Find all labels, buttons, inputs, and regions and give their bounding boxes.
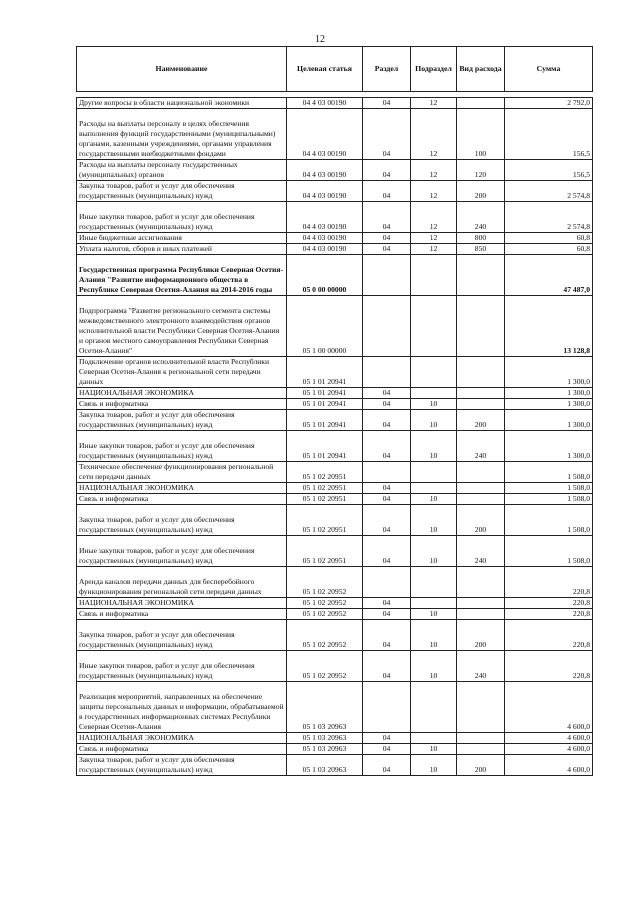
- row-subsection: 10: [411, 609, 457, 620]
- row-section: 04: [363, 609, 411, 620]
- row-subsection: 10: [411, 651, 457, 682]
- row-name: Расходы на выплаты персоналу в целях обеспечения выполнения функций государственными (муниципальными) органами, казенными учреждениями, органами управления государственными внебюджетными фондами: [77, 109, 287, 160]
- row-subsection: 12: [411, 202, 457, 233]
- row-kind: [457, 598, 505, 609]
- row-kind: 200: [457, 620, 505, 651]
- row-target: 05 1 03 20963: [287, 744, 363, 755]
- row-sum: 220,8: [505, 651, 593, 682]
- table-row: [77, 202, 593, 233]
- row-name: Связь и информатика: [77, 744, 287, 755]
- row-section: 04: [363, 536, 411, 567]
- row-sum: 1 508,0: [505, 462, 593, 483]
- row-name: Закупка товаров, работ и услуг для обеспечения государственных (муниципальных) нужд: [77, 755, 287, 776]
- row-section: 04: [363, 410, 411, 431]
- row-kind: [457, 744, 505, 755]
- row-sum: 2 574,8: [505, 181, 593, 202]
- row-name: Аренда каналов передачи данных для бесперебойного функционирования региональной сети передачи данных: [77, 567, 287, 598]
- row-sum: 156,5: [505, 160, 593, 181]
- row-subsection: 12: [411, 160, 457, 181]
- row-name: Иные закупки товаров, работ и услуг для обеспечения государственных (муниципальных) нужд: [77, 536, 287, 567]
- row-sum: 47 487,0: [505, 255, 593, 296]
- row-target: 05 1 02 20952: [287, 609, 363, 620]
- row-section: 04: [363, 431, 411, 462]
- header-sum: Сумма: [505, 47, 593, 92]
- row-target: 04 4 03 00190: [287, 181, 363, 202]
- row-sum: 1 508,0: [505, 536, 593, 567]
- row-target: 05 1 02 20951: [287, 462, 363, 483]
- row-kind: [457, 462, 505, 483]
- row-target: 05 1 02 20951: [287, 505, 363, 536]
- row-kind: 200: [457, 181, 505, 202]
- row-sum: 220,8: [505, 609, 593, 620]
- row-section: 04: [363, 181, 411, 202]
- row-section: 04: [363, 233, 411, 244]
- row-target: 05 1 02 20951: [287, 483, 363, 494]
- row-subsection: 10: [411, 744, 457, 755]
- row-name: Подпрограмма "Развитие регионального сегмента системы межведомственного электронного взаимодействия органов исполнительной власти Республики Северная Осетия-Алания и органов местного самоуправления Республики Северная Осетия-Алания": [77, 296, 287, 357]
- header-kind: Вид расхода: [457, 47, 505, 92]
- row-section: 04: [363, 733, 411, 744]
- row-section: 04: [363, 505, 411, 536]
- row-kind: 120: [457, 160, 505, 181]
- row-name: Другие вопросы в области национальной экономики: [77, 98, 287, 109]
- row-name: Закупка товаров, работ и услуг для обеспечения государственных (муниципальных) нужд: [77, 505, 287, 536]
- row-sum: 2 792,0: [505, 98, 593, 109]
- row-target: 05 1 03 20963: [287, 755, 363, 776]
- row-name: Закупка товаров, работ и услуг для обеспечения государственных (муниципальных) нужд: [77, 620, 287, 651]
- row-section: 04: [363, 388, 411, 399]
- table-row: [77, 651, 593, 682]
- row-name: Реализация мероприятий, направленных на обеспечение защиты персональных данных и информации, обрабатываемой в государственных информационных системах Республики Северная Осетия-Алания: [77, 682, 287, 733]
- row-sum: 156,5: [505, 109, 593, 160]
- table-row: [77, 296, 593, 357]
- row-target: 05 0 00 00000: [287, 255, 363, 296]
- row-subsection: 12: [411, 109, 457, 160]
- row-sum: 2 574,8: [505, 202, 593, 233]
- row-sum: 220,8: [505, 598, 593, 609]
- row-sum: 1 300,0: [505, 410, 593, 431]
- row-sum: 220,8: [505, 620, 593, 651]
- header-target: Целевая статья: [287, 47, 363, 92]
- row-subsection: 10: [411, 505, 457, 536]
- row-target: 05 1 02 20951: [287, 536, 363, 567]
- row-name: НАЦИОНАЛЬНАЯ ЭКОНОМИКА: [77, 598, 287, 609]
- row-name: Закупка товаров, работ и услуг для обеспечения государственных (муниципальных) нужд: [77, 181, 287, 202]
- row-name: Связь и информатика: [77, 494, 287, 505]
- row-sum: 220,8: [505, 567, 593, 598]
- row-section: [363, 255, 411, 296]
- row-kind: 240: [457, 431, 505, 462]
- row-target: 05 1 02 20952: [287, 598, 363, 609]
- row-target: 04 4 03 00190: [287, 109, 363, 160]
- row-kind: [457, 682, 505, 733]
- row-section: 04: [363, 598, 411, 609]
- table-row: [77, 494, 593, 505]
- table-row: [77, 255, 593, 296]
- row-subsection: [411, 682, 457, 733]
- row-section: 04: [363, 202, 411, 233]
- row-section: 04: [363, 244, 411, 255]
- row-target: 05 1 01 20941: [287, 410, 363, 431]
- header-name: Наименование: [77, 47, 287, 92]
- table-row: [77, 620, 593, 651]
- table-row: [77, 462, 593, 483]
- row-kind: [457, 733, 505, 744]
- table-row: [77, 160, 593, 181]
- row-section: [363, 296, 411, 357]
- row-name: Закупка товаров, работ и услуг для обеспечения государственных (муниципальных) нужд: [77, 410, 287, 431]
- row-sum: 1 300,0: [505, 399, 593, 410]
- row-subsection: [411, 483, 457, 494]
- row-section: 04: [363, 755, 411, 776]
- header-section: Раздел: [363, 47, 411, 92]
- row-kind: [457, 483, 505, 494]
- table-row: [77, 399, 593, 410]
- table-row: [77, 744, 593, 755]
- row-subsection: [411, 296, 457, 357]
- table-row: [77, 536, 593, 567]
- row-section: [363, 357, 411, 388]
- row-section: [363, 567, 411, 598]
- row-subsection: 12: [411, 244, 457, 255]
- row-target: 05 1 02 20951: [287, 494, 363, 505]
- row-kind: 200: [457, 410, 505, 431]
- row-section: 04: [363, 98, 411, 109]
- row-kind: 240: [457, 202, 505, 233]
- row-target: 05 1 03 20963: [287, 733, 363, 744]
- row-name: Иные закупки товаров, работ и услуг для обеспечения государственных (муниципальных) нужд: [77, 431, 287, 462]
- row-sum: 1 508,0: [505, 483, 593, 494]
- row-kind: 200: [457, 505, 505, 536]
- row-subsection: 10: [411, 399, 457, 410]
- page-number: 12: [315, 34, 325, 45]
- table-row: [77, 755, 593, 776]
- row-kind: 100: [457, 109, 505, 160]
- table-header: [77, 47, 593, 98]
- table-row: [77, 410, 593, 431]
- row-sum: 60,8: [505, 244, 593, 255]
- row-kind: [457, 98, 505, 109]
- row-section: 04: [363, 483, 411, 494]
- row-section: 04: [363, 160, 411, 181]
- row-kind: [457, 494, 505, 505]
- row-target: 05 1 01 20941: [287, 357, 363, 388]
- row-name: Иные закупки товаров, работ и услуг для обеспечения государственных (муниципальных) нужд: [77, 202, 287, 233]
- row-subsection: [411, 462, 457, 483]
- row-subsection: 12: [411, 98, 457, 109]
- row-sum: 1 300,0: [505, 388, 593, 399]
- row-subsection: 10: [411, 494, 457, 505]
- row-sum: 4 600,0: [505, 755, 593, 776]
- row-target: 05 1 02 20952: [287, 620, 363, 651]
- budget-table: [76, 46, 593, 776]
- table-row: [77, 682, 593, 733]
- row-target: 04 4 03 00190: [287, 202, 363, 233]
- row-kind: [457, 399, 505, 410]
- row-target: 04 4 03 00190: [287, 98, 363, 109]
- row-subsection: 10: [411, 431, 457, 462]
- row-subsection: 10: [411, 410, 457, 431]
- row-name: НАЦИОНАЛЬНАЯ ЭКОНОМИКА: [77, 733, 287, 744]
- row-subsection: [411, 255, 457, 296]
- row-sum: 4 600,0: [505, 682, 593, 733]
- row-subsection: [411, 733, 457, 744]
- row-target: 04 4 03 00190: [287, 244, 363, 255]
- row-name: Государственная программа Республики Северная Осетия-Алания "Развитие информационного общества в Республике Северная Осетия-Алания на 2014-2016 годы: [77, 255, 287, 296]
- row-target: 05 1 03 20963: [287, 682, 363, 733]
- row-section: 04: [363, 494, 411, 505]
- row-kind: [457, 567, 505, 598]
- row-section: 04: [363, 744, 411, 755]
- table-row: [77, 483, 593, 494]
- row-sum: 4 600,0: [505, 744, 593, 755]
- row-target: 05 1 01 20941: [287, 388, 363, 399]
- row-subsection: 12: [411, 181, 457, 202]
- table-row: [77, 388, 593, 399]
- row-section: 04: [363, 399, 411, 410]
- row-target: 04 4 03 00190: [287, 233, 363, 244]
- row-kind: 800: [457, 233, 505, 244]
- table-row: [77, 233, 593, 244]
- table-body: [77, 98, 593, 776]
- row-sum: 60,8: [505, 233, 593, 244]
- row-target: 04 4 03 00190: [287, 160, 363, 181]
- row-kind: 240: [457, 651, 505, 682]
- row-sum: 1 508,0: [505, 505, 593, 536]
- row-name: НАЦИОНАЛЬНАЯ ЭКОНОМИКА: [77, 388, 287, 399]
- row-name: НАЦИОНАЛЬНАЯ ЭКОНОМИКА: [77, 483, 287, 494]
- table-row: [77, 598, 593, 609]
- row-kind: [457, 357, 505, 388]
- row-name: Связь и информатика: [77, 609, 287, 620]
- row-target: 05 1 02 20952: [287, 651, 363, 682]
- table-row: [77, 109, 593, 160]
- row-kind: [457, 296, 505, 357]
- table-row: [77, 567, 593, 598]
- row-subsection: 10: [411, 755, 457, 776]
- row-name: Расходы на выплаты персоналу государственных (муниципальных) органов: [77, 160, 287, 181]
- table-row: [77, 244, 593, 255]
- row-target: 05 1 02 20952: [287, 567, 363, 598]
- row-subsection: [411, 388, 457, 399]
- row-section: [363, 462, 411, 483]
- row-kind: 850: [457, 244, 505, 255]
- table-row: [77, 505, 593, 536]
- row-kind: 240: [457, 536, 505, 567]
- table-row: [77, 181, 593, 202]
- row-kind: 200: [457, 755, 505, 776]
- table-row: [77, 98, 593, 109]
- row-subsection: [411, 567, 457, 598]
- row-section: 04: [363, 620, 411, 651]
- row-name: Техническое обеспечение функционирования региональной сети передачи данных: [77, 462, 287, 483]
- row-subsection: [411, 357, 457, 388]
- table-row: [77, 609, 593, 620]
- table-row: [77, 431, 593, 462]
- row-kind: [457, 609, 505, 620]
- row-name: Уплата налогов, сборов и иных платежей: [77, 244, 287, 255]
- row-sum: 13 128,8: [505, 296, 593, 357]
- row-sum: 4 600,0: [505, 733, 593, 744]
- row-name: Иные бюджетные ассигнования: [77, 233, 287, 244]
- row-kind: [457, 255, 505, 296]
- row-name: Подключение органов исполнительной власти Республики Северная Осетия-Алания к региональной сети передачи данных: [77, 357, 287, 388]
- row-sum: 1 300,0: [505, 431, 593, 462]
- row-sum: 1 300,0: [505, 357, 593, 388]
- row-section: 04: [363, 651, 411, 682]
- row-subsection: 10: [411, 620, 457, 651]
- row-target: 05 1 01 20941: [287, 399, 363, 410]
- row-name: Связь и информатика: [77, 399, 287, 410]
- row-section: [363, 682, 411, 733]
- row-subsection: 10: [411, 536, 457, 567]
- row-kind: [457, 388, 505, 399]
- row-target: 05 1 00 00000: [287, 296, 363, 357]
- row-sum: 1 508,0: [505, 494, 593, 505]
- table-row: [77, 357, 593, 388]
- row-subsection: 12: [411, 233, 457, 244]
- row-target: 05 1 01 20941: [287, 431, 363, 462]
- row-subsection: [411, 598, 457, 609]
- row-name: Иные закупки товаров, работ и услуг для обеспечения государственных (муниципальных) нужд: [77, 651, 287, 682]
- table-row: [77, 733, 593, 744]
- header-subsection: Подраздел: [411, 47, 457, 92]
- row-section: 04: [363, 109, 411, 160]
